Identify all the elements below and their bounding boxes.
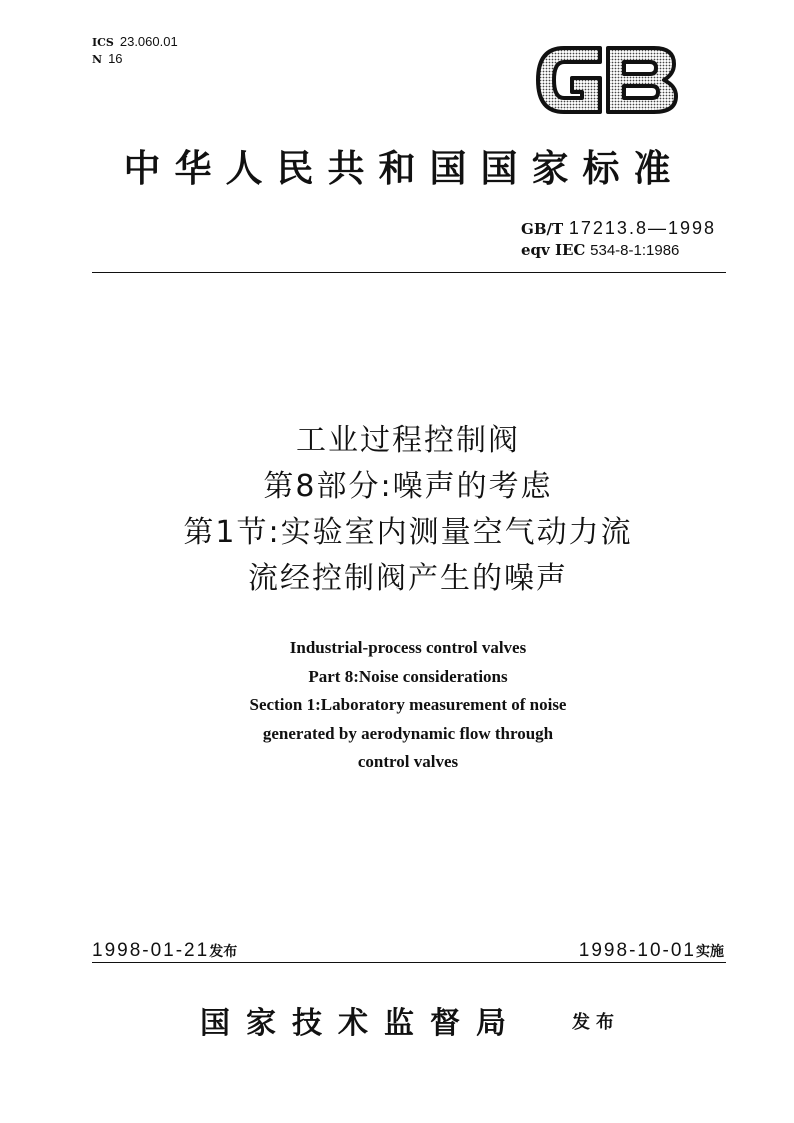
top-divider xyxy=(92,272,726,273)
equivalence-line xyxy=(521,240,716,261)
gb-logo xyxy=(530,40,680,120)
standard-code-line xyxy=(521,218,716,240)
issuer-action: 发布 xyxy=(572,1012,620,1033)
english-title-line: Industrial-process control valves xyxy=(289,638,527,657)
ics-label: ICS xyxy=(92,36,114,49)
standard-name: 中华人民共和国国家标准 xyxy=(123,146,685,190)
english-title-line: Part 8:Noise considerations xyxy=(308,666,508,686)
english-title-line: generated by aerodynamic flow through xyxy=(262,723,554,743)
issuer-name: 国家技术监督局 xyxy=(200,1006,522,1041)
issue-label: 发布 xyxy=(209,944,238,960)
standard-code-number: 17213.8—1998 xyxy=(568,218,716,238)
bottom-divider xyxy=(92,962,726,963)
classification-block xyxy=(92,34,178,68)
english-title-line: control valves xyxy=(357,752,459,771)
english-title xyxy=(0,634,794,777)
implement-date-block xyxy=(579,940,724,962)
implement-date: 1998-10-01 xyxy=(578,940,696,961)
equivalence-prefix: eqv IEC xyxy=(521,241,586,259)
ccs-label: N xyxy=(92,53,103,66)
issue-date: 1998-01-21 xyxy=(92,940,210,961)
standard-code-block xyxy=(521,218,716,261)
issue-date-block xyxy=(92,940,237,962)
chinese-title-line: 第1节:实验室内测量空气动力流 xyxy=(183,515,633,550)
ccs-line xyxy=(92,51,178,68)
chinese-title xyxy=(0,418,794,602)
implement-label: 实施 xyxy=(696,944,724,960)
english-title-line: Section 1:Laboratory measurement of noise xyxy=(249,695,567,714)
equivalence-number: 534-8-1:1986 xyxy=(590,242,680,259)
chinese-title-line: 工业过程控制阀 xyxy=(296,423,520,458)
ccs-code: 16 xyxy=(108,51,123,66)
chinese-title-line: 第8部分:噪声的考虑 xyxy=(263,469,553,504)
chinese-title-line: 流经控制阀产生的噪声 xyxy=(248,561,568,596)
standard-code-prefix: GB/T xyxy=(521,220,564,238)
ics-line xyxy=(92,34,178,51)
ics-code: 23.060.01 xyxy=(119,34,178,49)
